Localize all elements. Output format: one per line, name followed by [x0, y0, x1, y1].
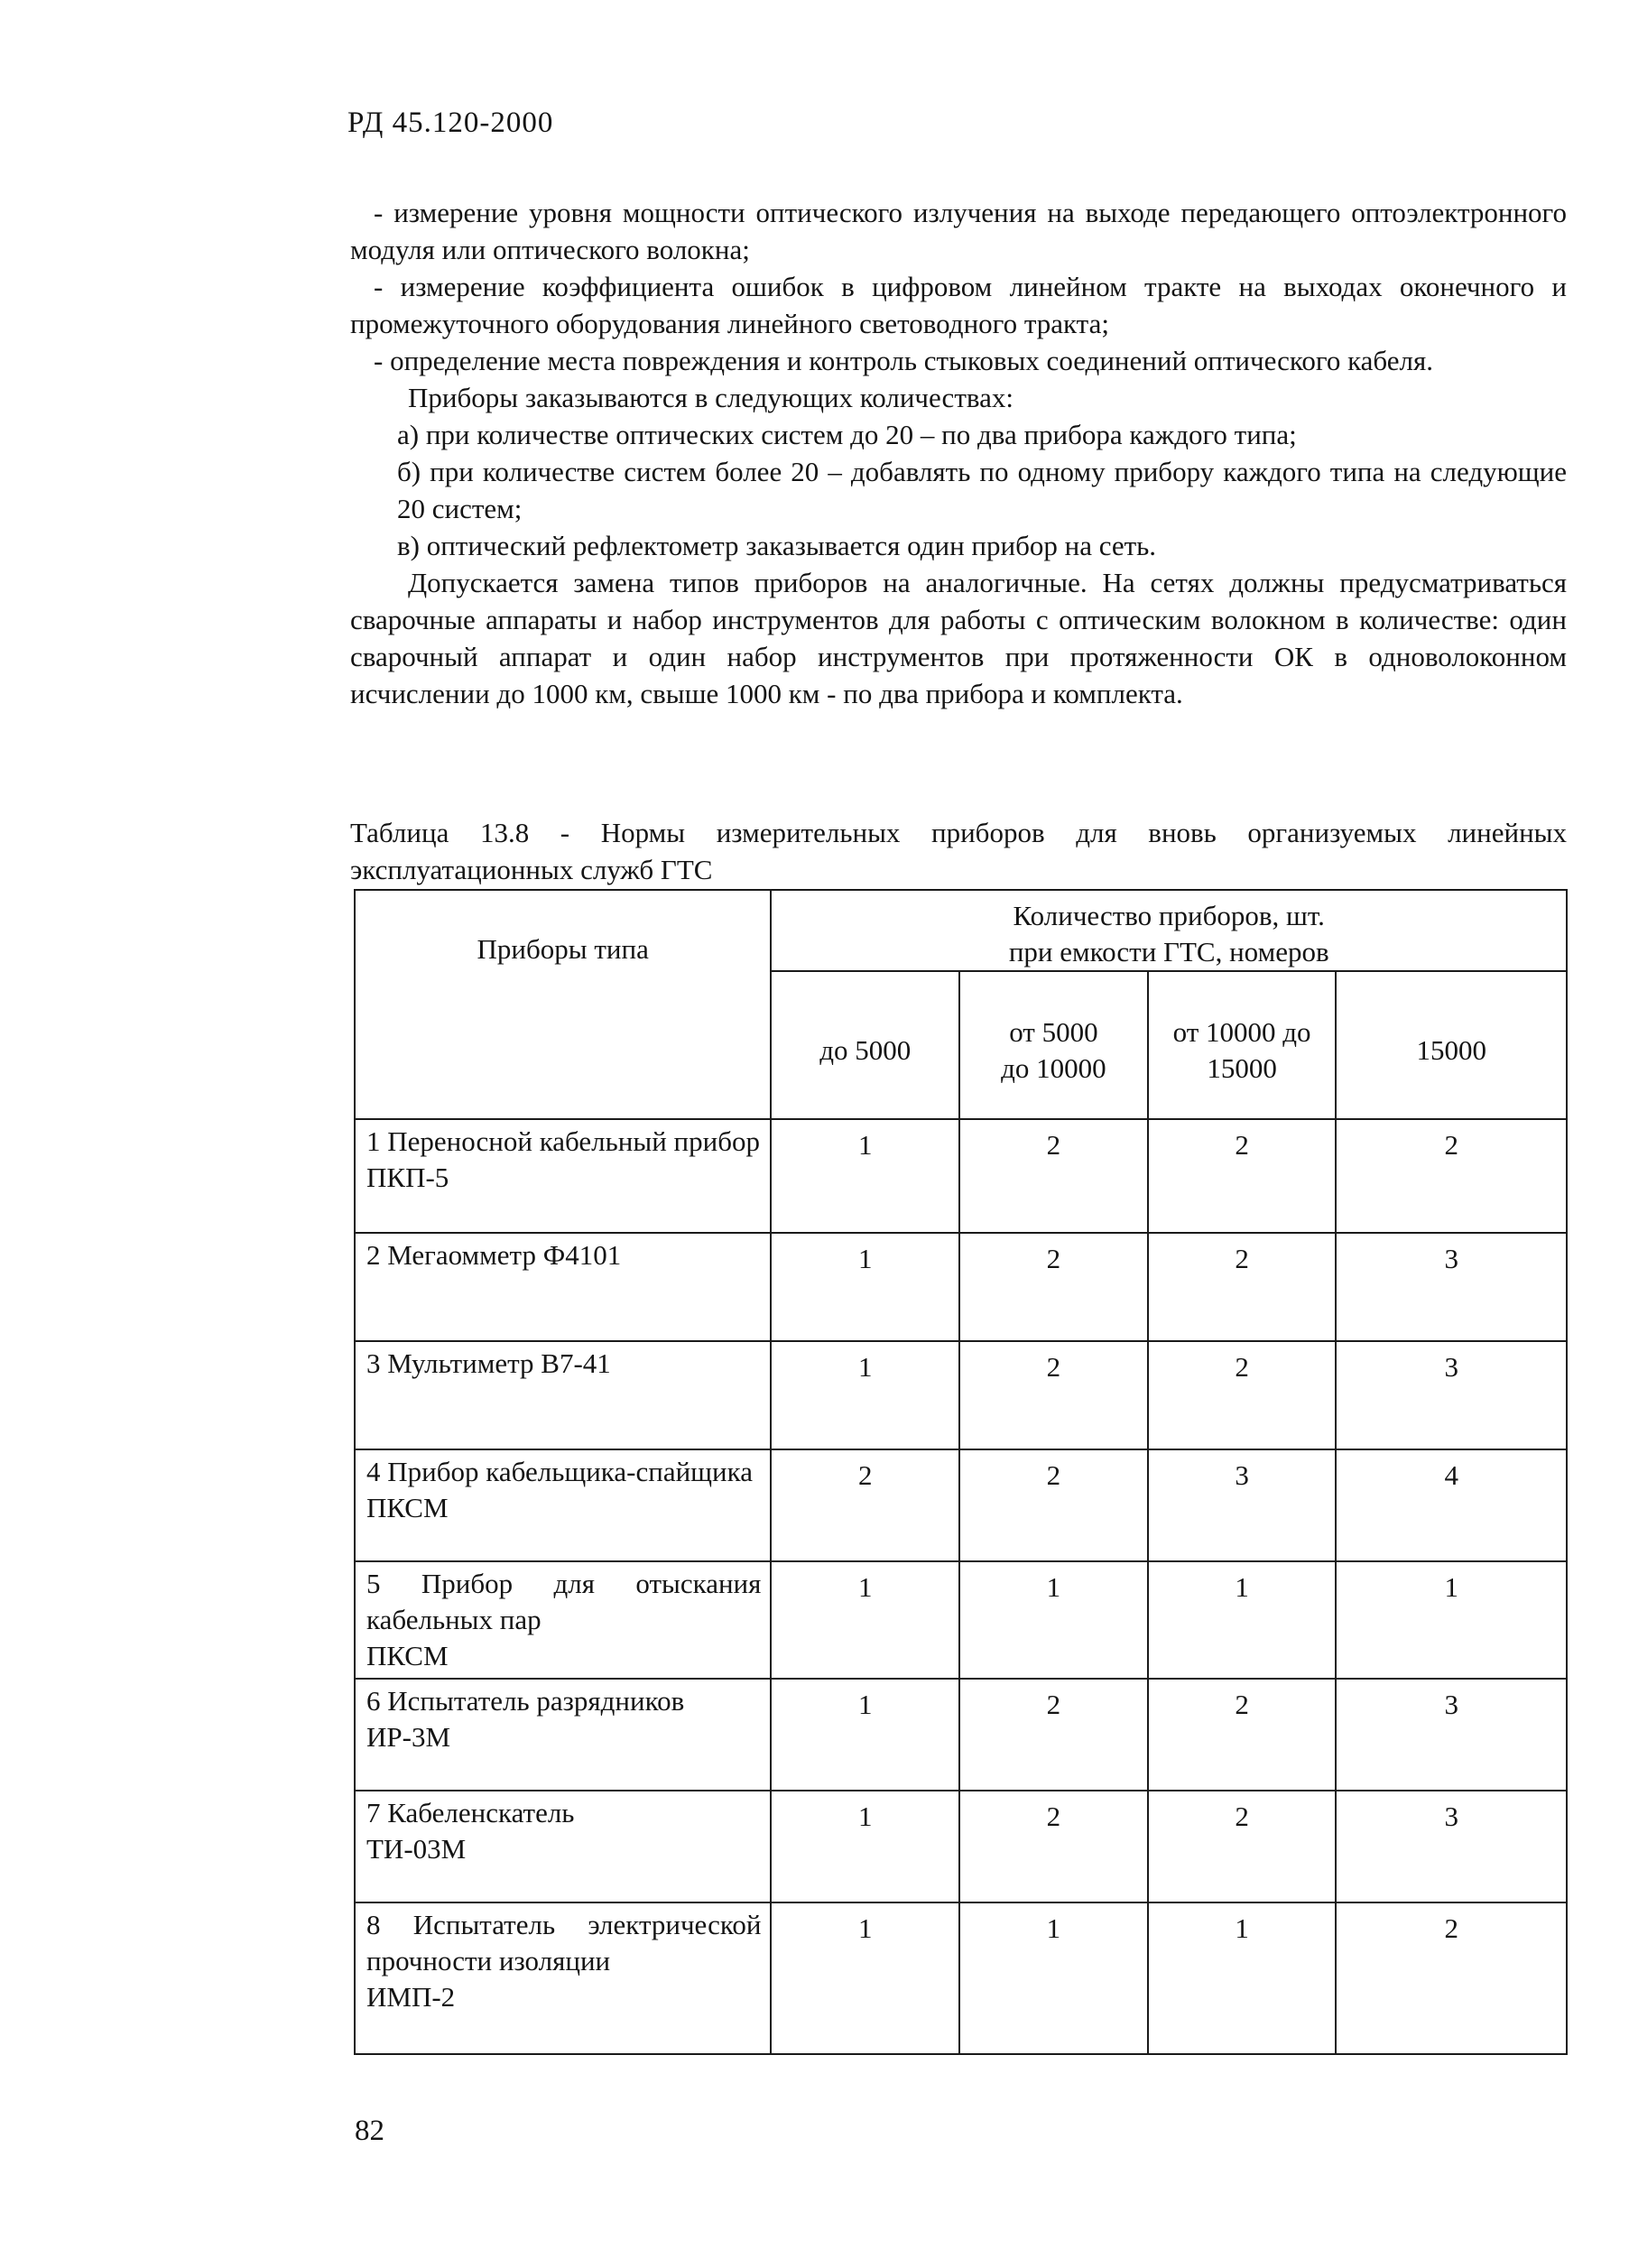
value-cell: 1	[1336, 1561, 1567, 1679]
order-item-b: б) при количестве систем более 20 – добавлять по одному прибору каждого типа на следующие 20 систем;	[397, 456, 1567, 524]
value-cell: 2	[959, 1233, 1148, 1341]
table-row	[355, 1791, 1567, 1902]
table-row	[355, 1449, 1567, 1561]
value-cell: 1	[771, 1119, 959, 1233]
device-name: 3 Мультиметр В7-41	[355, 1341, 771, 1449]
table-row	[355, 1679, 1567, 1791]
value-cell: 2	[1148, 1791, 1337, 1902]
order-item-c: в) оптический рефлектометр заказывается один прибор на сеть.	[397, 530, 1157, 561]
table-row	[355, 1233, 1567, 1341]
header-col-5000-10000: от 5000 до 10000	[959, 971, 1148, 1119]
value-cell: 2	[959, 1679, 1148, 1791]
device-name: 6 Испытатель разрядников ИР-3М	[355, 1679, 771, 1791]
device-name: 8 Испытатель электрической прочности изоляции ИМП-2	[355, 1902, 771, 2054]
header-col-upto-5000: до 5000	[771, 971, 959, 1119]
value-cell: 3	[1336, 1791, 1567, 1902]
value-cell: 1	[1148, 1561, 1337, 1679]
body-text	[350, 194, 1567, 712]
value-cell: 2	[959, 1449, 1148, 1561]
order-item-a: а) при количестве оптических систем до 20 – по два прибора каждого типа;	[397, 419, 1297, 450]
header-col-15000: 15000	[1336, 971, 1567, 1119]
value-cell: 1	[771, 1233, 959, 1341]
device-name: 7 Кабеленскатель ТИ-03М	[355, 1791, 771, 1902]
table-row	[355, 1561, 1567, 1679]
value-cell: 1	[771, 1341, 959, 1449]
instrument-norms-table	[354, 889, 1568, 2055]
device-name: 1 Переносной кабельный прибор ПКП-5	[355, 1119, 771, 1233]
value-cell: 2	[959, 1791, 1148, 1902]
value-cell: 1	[771, 1791, 959, 1902]
value-cell: 1	[1148, 1902, 1337, 2054]
device-name: 5 Прибор для отыскания кабельных пар ПКСМ	[355, 1561, 771, 1679]
bullet-optical-power: - измерение уровня мощности оптического излучения на выходе передающего оптоэлектронного модуля или оптического волокна;	[350, 197, 1567, 265]
value-cell: 4	[1336, 1449, 1567, 1561]
value-cell: 2	[1336, 1902, 1567, 2054]
value-cell: 2	[1148, 1341, 1337, 1449]
value-cell: 1	[771, 1561, 959, 1679]
table-row	[355, 1902, 1567, 2054]
device-name: 4 Прибор кабельщика-спайщика ПКСМ	[355, 1449, 771, 1561]
table-row	[355, 1341, 1567, 1449]
value-cell: 2	[959, 1341, 1148, 1449]
bullet-error-rate: - измерение коэффициента ошибок в цифровом линейном тракте на выходах оконечного и промежуточного оборудования линейного световодного тракта;	[350, 271, 1567, 339]
value-cell: 1	[959, 1902, 1148, 2054]
value-cell: 1	[771, 1902, 959, 2054]
value-cell: 1	[959, 1561, 1148, 1679]
value-cell: 2	[771, 1449, 959, 1561]
value-cell: 2	[1148, 1679, 1337, 1791]
page-number: 82	[355, 2115, 384, 2147]
value-cell: 2	[1148, 1233, 1337, 1341]
header-quantity-group: Количество приборов, шт. при емкости ГТС, номеров	[771, 890, 1567, 971]
value-cell: 3	[1148, 1449, 1337, 1561]
device-name: 2 Мегаомметр Ф4101	[355, 1233, 771, 1341]
value-cell: 2	[1336, 1119, 1567, 1233]
value-cell: 1	[771, 1679, 959, 1791]
order-intro: Приборы заказываются в следующих количествах:	[408, 382, 1013, 413]
value-cell: 3	[1336, 1679, 1567, 1791]
table-row	[355, 1119, 1567, 1233]
value-cell: 3	[1336, 1233, 1567, 1341]
document-code-header: РД 45.120-2000	[347, 106, 554, 139]
value-cell: 2	[959, 1119, 1148, 1233]
value-cell: 3	[1336, 1341, 1567, 1449]
header-col-10000-15000: от 10000 до 15000	[1148, 971, 1337, 1119]
header-device-type: Приборы типа	[355, 890, 771, 1119]
bullet-fault-location: - определение места повреждения и контроль стыковых соединений оптического кабеля.	[374, 345, 1434, 376]
replacement-paragraph: Допускается замена типов приборов на аналогичные. На сетях должны предусматриваться сварочные аппараты и набор инструментов для работы с оптическим волокном в количестве: один сварочный аппарат и один набор инструментов при протяженности ОК в одноволоконном исчислении до 1000 км, свыше 1000 км - по два прибора и комплекта.	[350, 567, 1567, 709]
table-caption: Таблица 13.8 - Нормы измерительных приборов для вновь организуемых линейных эксплуатационных служб ГТС	[350, 817, 1567, 885]
value-cell: 2	[1148, 1119, 1337, 1233]
